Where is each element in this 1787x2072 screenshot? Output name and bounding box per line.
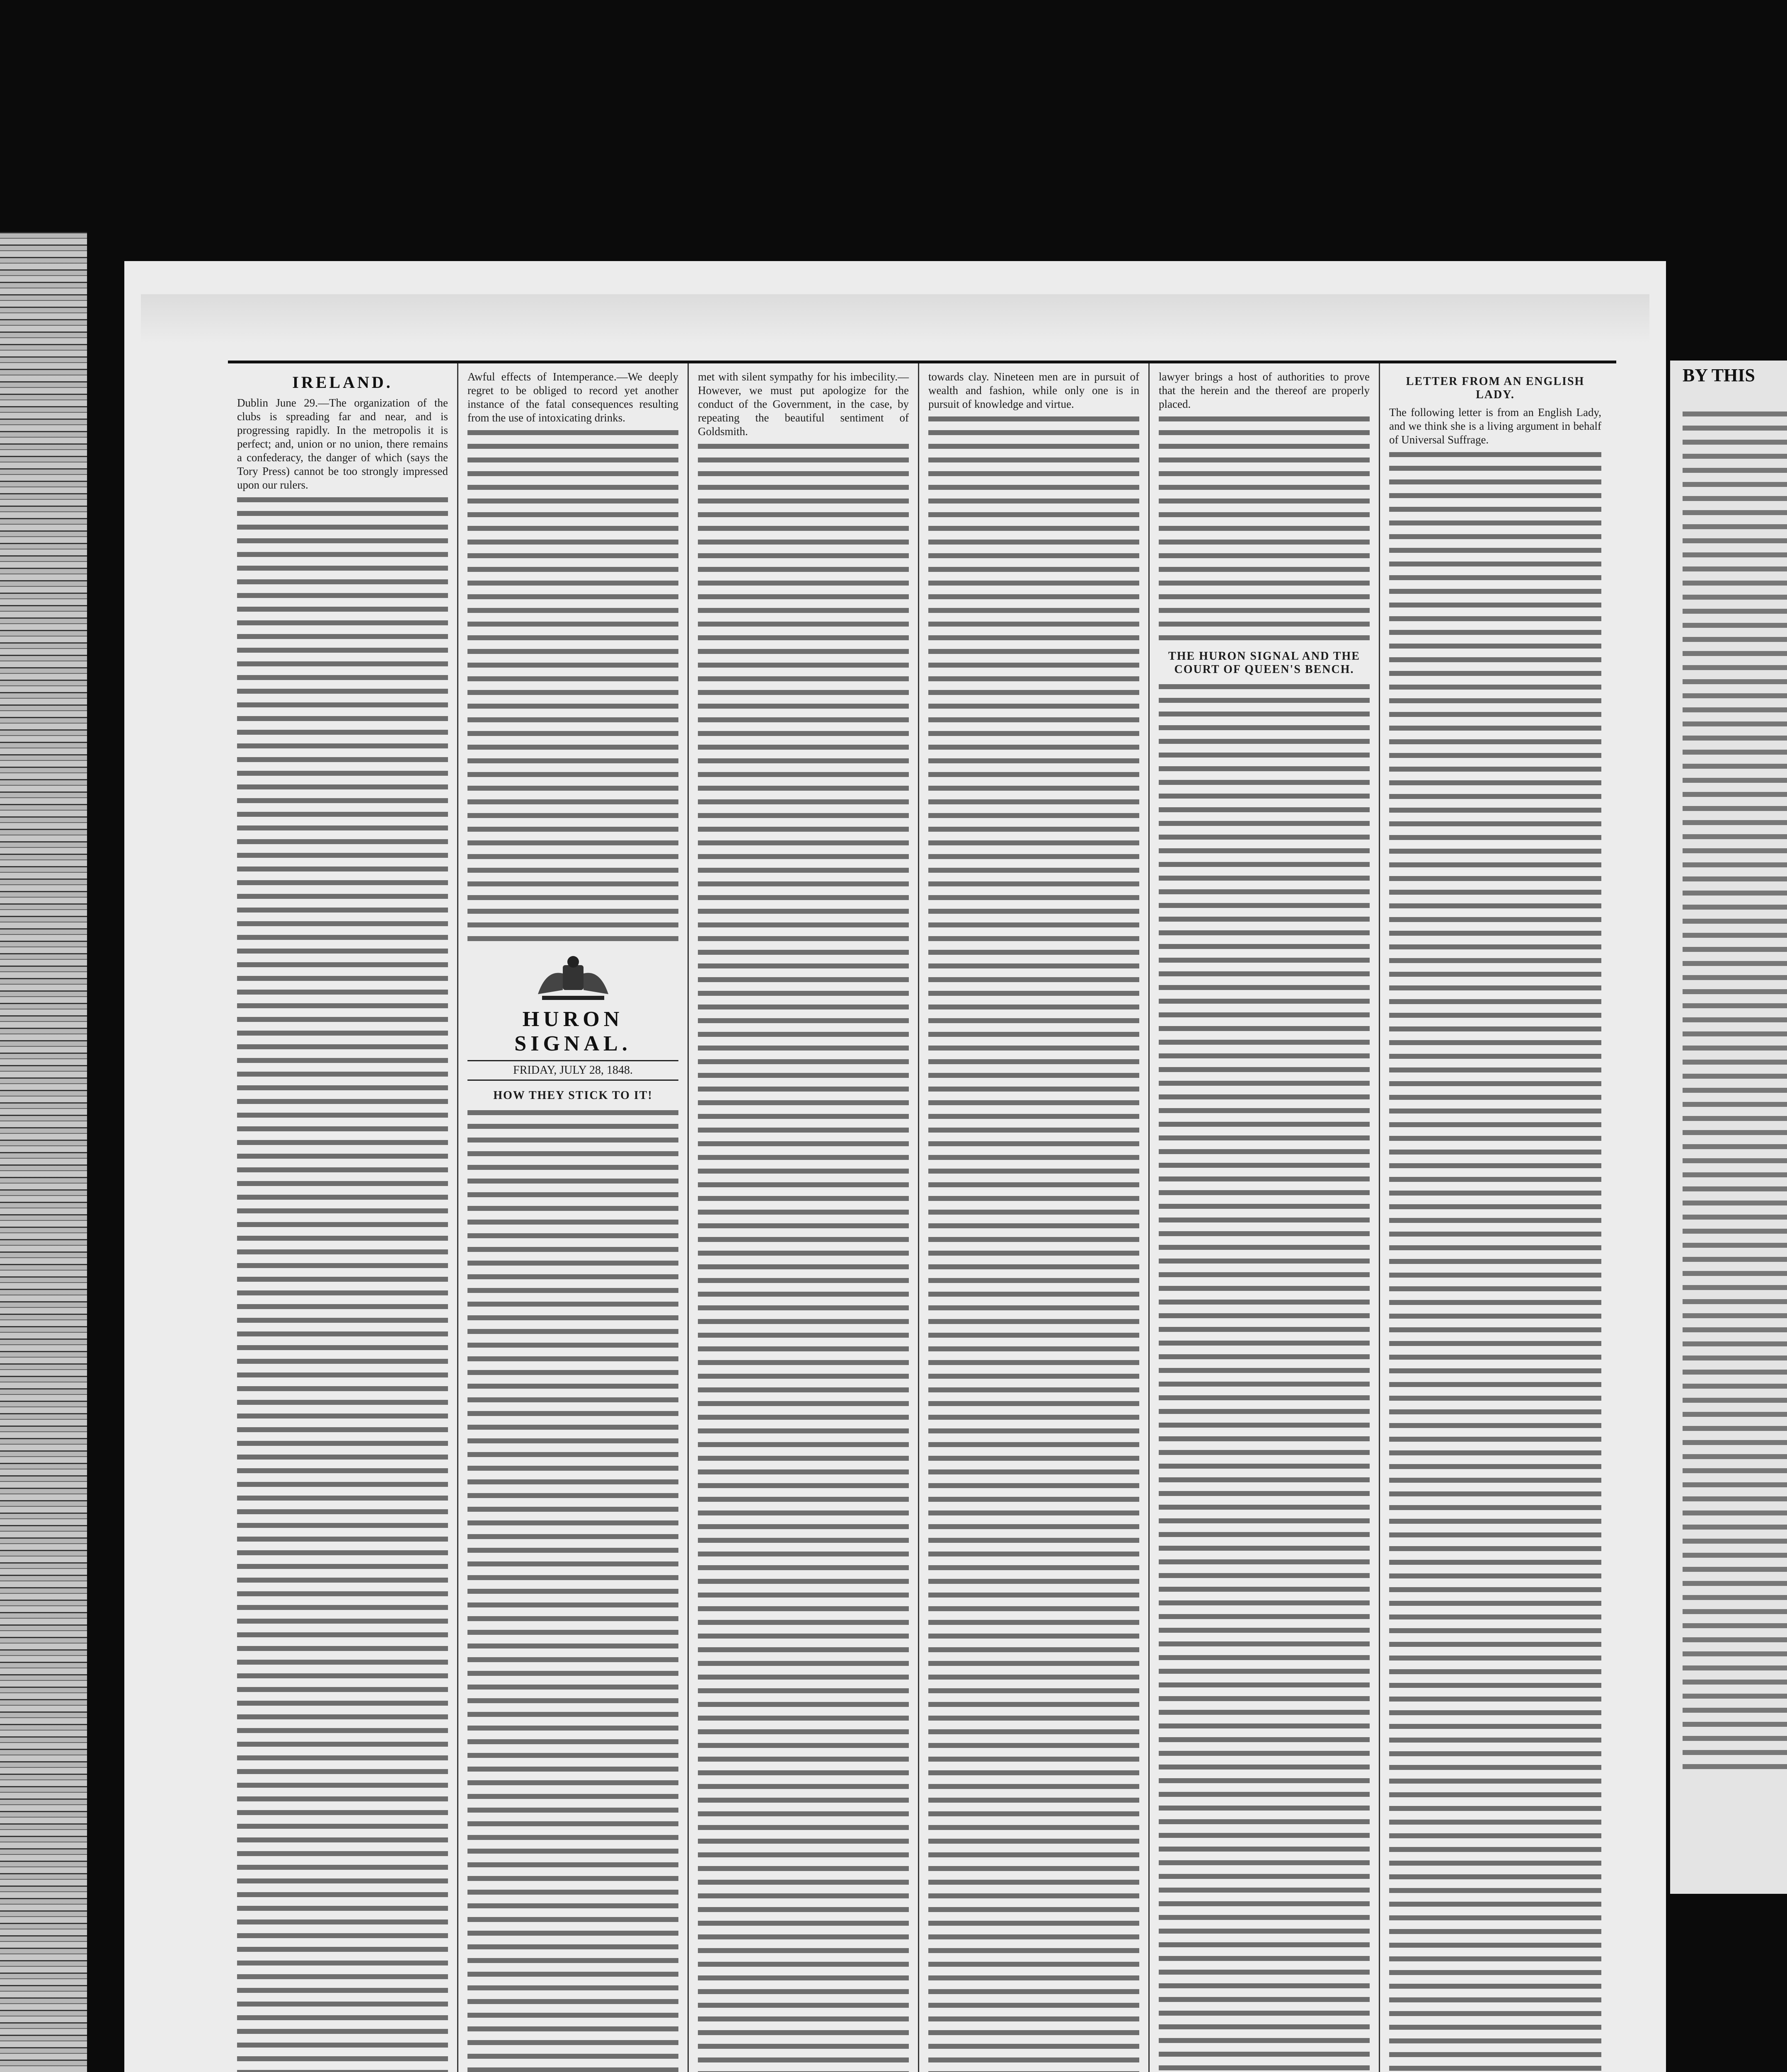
column-5-lead-paragraph: lawyer brings a host of authorities to prove that the herein and the thereof are properly placed. [1159,370,1370,410]
column-4-lead-paragraph: towards clay. Nineteen men are in pursuit of wealth and fashion, while only one is in pursuit of knowledge and virtue. [928,370,1139,410]
column-5-lower-text [1159,680,1370,2072]
masthead-title: HURON SIGNAL. [514,1007,632,1055]
adjacent-page-text [1683,402,1787,1770]
adjacent-page-left [0,232,87,2072]
adjacent-page-heading: BY THIS [1683,365,1755,385]
letter-heading: LETTER FROM AN ENGLISH LADY. [1406,375,1585,401]
column-2-upper-text [467,426,678,944]
column-6 [1380,363,1610,2072]
column-4 [919,363,1150,2072]
column-3-lead-paragraph: met with silent sympathy for his imbecility.—However, we must put apologize for the conduct of the Government, in the case, by repeating the beautiful sentiment of Goldsmith. [698,370,909,438]
column-3-body-text [698,440,909,2072]
article-columns [228,361,1616,2072]
column-4-body-text [928,413,1139,2072]
column-6-body-text [1389,448,1601,2072]
column-1-body-text [237,494,448,2072]
ireland-headline: IRELAND. [292,373,393,392]
column-1 [228,363,458,2072]
dateline: FRIDAY, JULY 28, 1848. [467,1060,678,1081]
column-2 [458,363,689,2072]
court-article-heading: THE HURON SIGNAL AND THE COURT OF QUEEN'S BENCH. [1168,650,1360,676]
ireland-lead-paragraph: Dublin June 29.—The organization of the clubs is spreading far and near, and is progressing rapidly. In the metropolis it is perfect; and, union or no union, there remains a confederacy, the danger of which (says the Tory Press) cannot be too strongly impressed upon our rulers. [237,397,448,491]
editorial-heading: HOW THEY STICK TO IT! [493,1089,653,1102]
royal-crest-icon [530,953,617,1002]
letter-lead-paragraph: The following letter is from an English Lady, and we think she is a living argument in behalf of Universal Suffrage. [1389,406,1601,446]
column-2-lower-text [467,1106,678,2072]
intemperance-lead-paragraph: Awful effects of Intemperance.—We deeply regret to be obliged to record yet another instance of the fatal consequences resulting from the use of intoxicating drinks. [467,370,678,424]
page-top-margin [141,294,1649,344]
column-3 [689,363,919,2072]
adjacent-page-right [1670,361,1787,1894]
column-5-upper-text [1159,413,1370,645]
newspaper-page [124,261,1666,2072]
column-5 [1150,363,1380,2072]
huron-signal-masthead [467,953,678,1081]
